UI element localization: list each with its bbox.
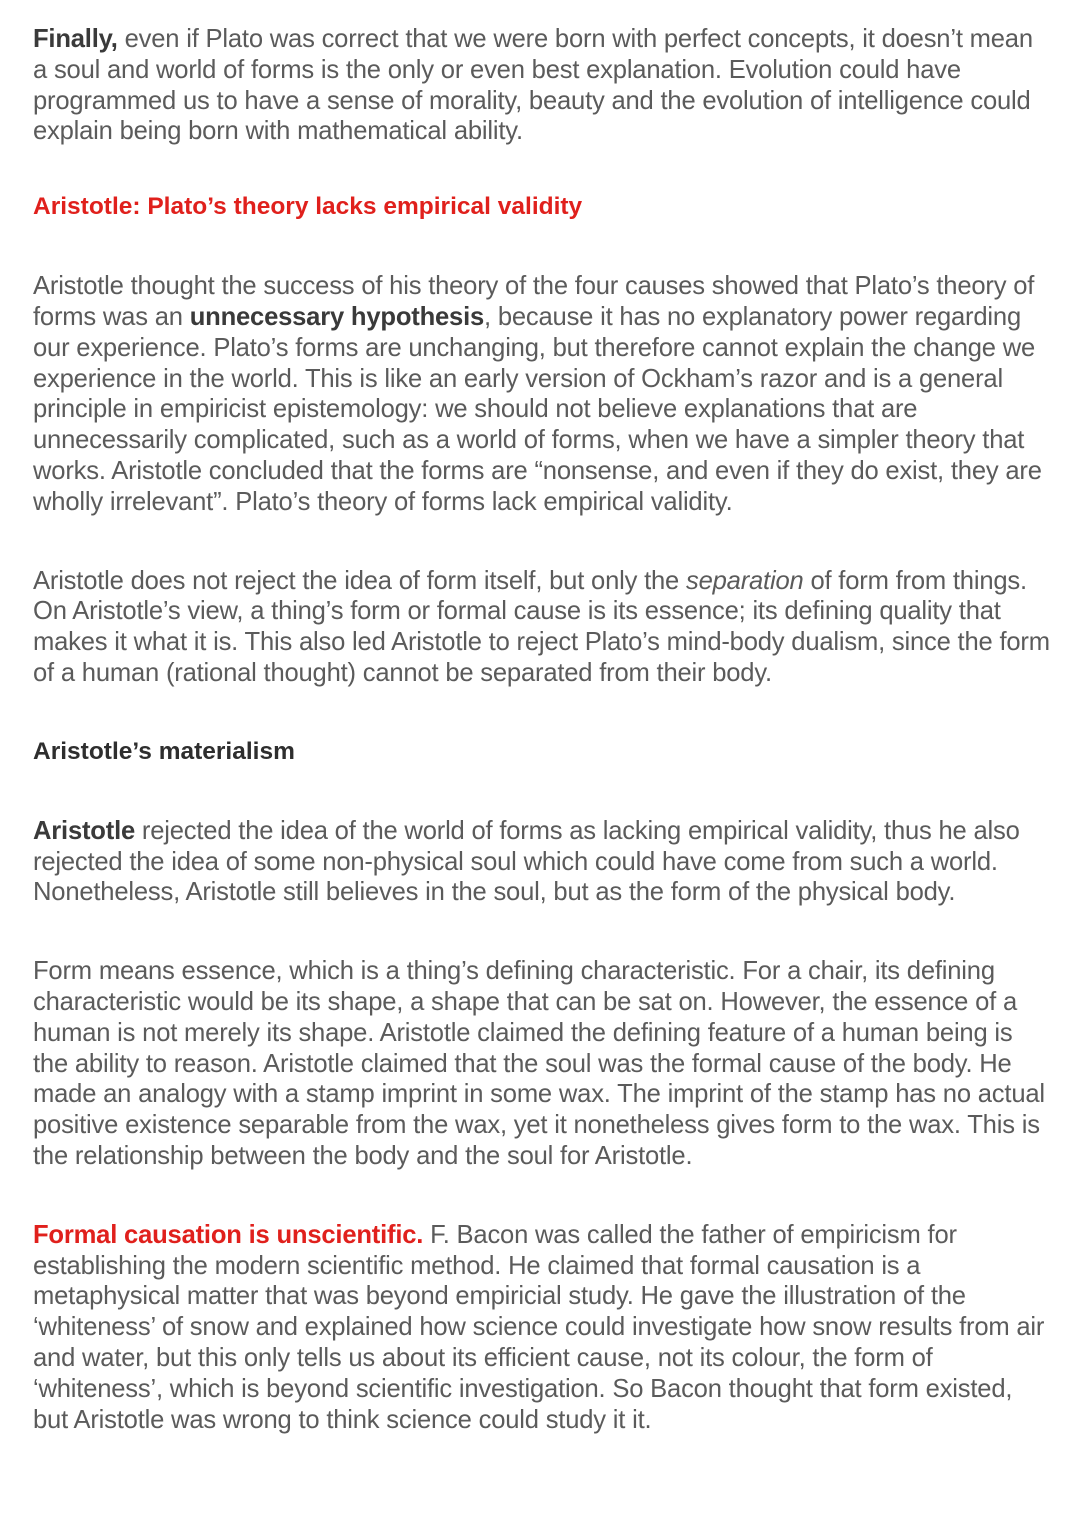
lead-aristotle: Aristotle bbox=[33, 816, 136, 845]
paragraph-separation-post: of form from things. On Aristotle’s view, a thing’s form or formal cause is its essence; its defining quality that makes it what it is. This also led Aristotle to reject Plato’s mind-body dualism, since the form of a human (rational thought) cannot be separated from their body. bbox=[33, 566, 1050, 687]
paragraph-finally-text: even if Plato was correct that we were born with perfect concepts, it doesn’t mean a soul and world of forms is the only or even best explanation. Evolution could have programmed us to have a sense of morality, beauty and the evolution of intelligence could explain being born with mathematical ability. bbox=[33, 25, 1033, 146]
paragraph-aristotle-soul bbox=[33, 816, 1053, 908]
paragraph-bacon-text: F. Bacon was called the father of empiricism for establishing the modern scientific method. He claimed that formal causation is a metaphysical matter that was beyond empiricial study. He gave the illustration of the ‘whiteness’ of snow and explained how science could investigate how snow results from air and water, but this only tells us about its efficient cause, not its colour, the form of ‘whiteness’, which is beyond scientific investigation. So Bacon thought that form existed, but Aristotle was wrong to think science could study it it. bbox=[33, 1220, 1045, 1434]
paragraph-bacon bbox=[33, 1220, 1053, 1436]
lead-formal-causation: Formal causation is unscientific. bbox=[33, 1220, 424, 1249]
document-page bbox=[33, 24, 1053, 1435]
paragraph-form-essence bbox=[33, 956, 1053, 1172]
paragraph-finally bbox=[33, 24, 1053, 147]
paragraph-separation bbox=[33, 566, 1053, 689]
paragraph-aristotle-soul-text: rejected the idea of the world of forms as lacking empirical validity, thus he also rejected the idea of some non-physical soul which could have come from such a world. Nonetheless, Aristotle still believes in the soul, but as the form of the physical body. bbox=[33, 816, 1020, 907]
heading-materialism: Aristotle’s materialism bbox=[33, 737, 295, 765]
term-separation: separation bbox=[686, 566, 804, 595]
term-unnecessary-hypothesis: unnecessary hypothesis bbox=[189, 302, 485, 331]
heading-empirical-validity: Aristotle: Plato’s theory lacks empirical validity bbox=[33, 193, 583, 221]
paragraph-separation-pre: Aristotle does not reject the idea of form itself, but only the bbox=[33, 566, 686, 595]
lead-finally: Finally, bbox=[33, 25, 118, 53]
paragraph-form-essence-text: Form means essence, which is a thing’s defining characteristic. For a chair, its defining characteristic would be its shape, a shape that can be sat on. However, the essence of a human is not merely its shape. Aristotle claimed the defining feature of a human being is the ability to reason. Aristotle claimed that the soul was the formal cause of the body. He made an analogy with a stamp imprint in some wax. The imprint of the stamp has no actual positive existence separable from the wax, yet it nonetheless gives form to the wax. This is the relationship between the body and the soul for Aristotle. bbox=[33, 957, 1045, 1170]
paragraph-unnecessary-hypothesis-pre: Aristotle thought the success of his theory of the four causes showed that Plato’s theory of forms was an bbox=[33, 272, 1035, 331]
paragraph-unnecessary-hypothesis bbox=[33, 271, 1053, 517]
paragraph-unnecessary-hypothesis-post: , because it has no explanatory power regarding our experience. Plato’s forms are unchanging, but therefore cannot explain the change we experience in the world. This is like an early version of Ockham’s razor and is a general principle in empiricist epistemology: we should not believe explanations that are unnecessarily complicated, such as a world of forms, when we have a simpler theory that works. Aristotle concluded that the forms are “nonsense, and even if they do exist, they are wholly irrelevant”. Plato’s theory of forms lack empirical validity. bbox=[33, 302, 1042, 516]
